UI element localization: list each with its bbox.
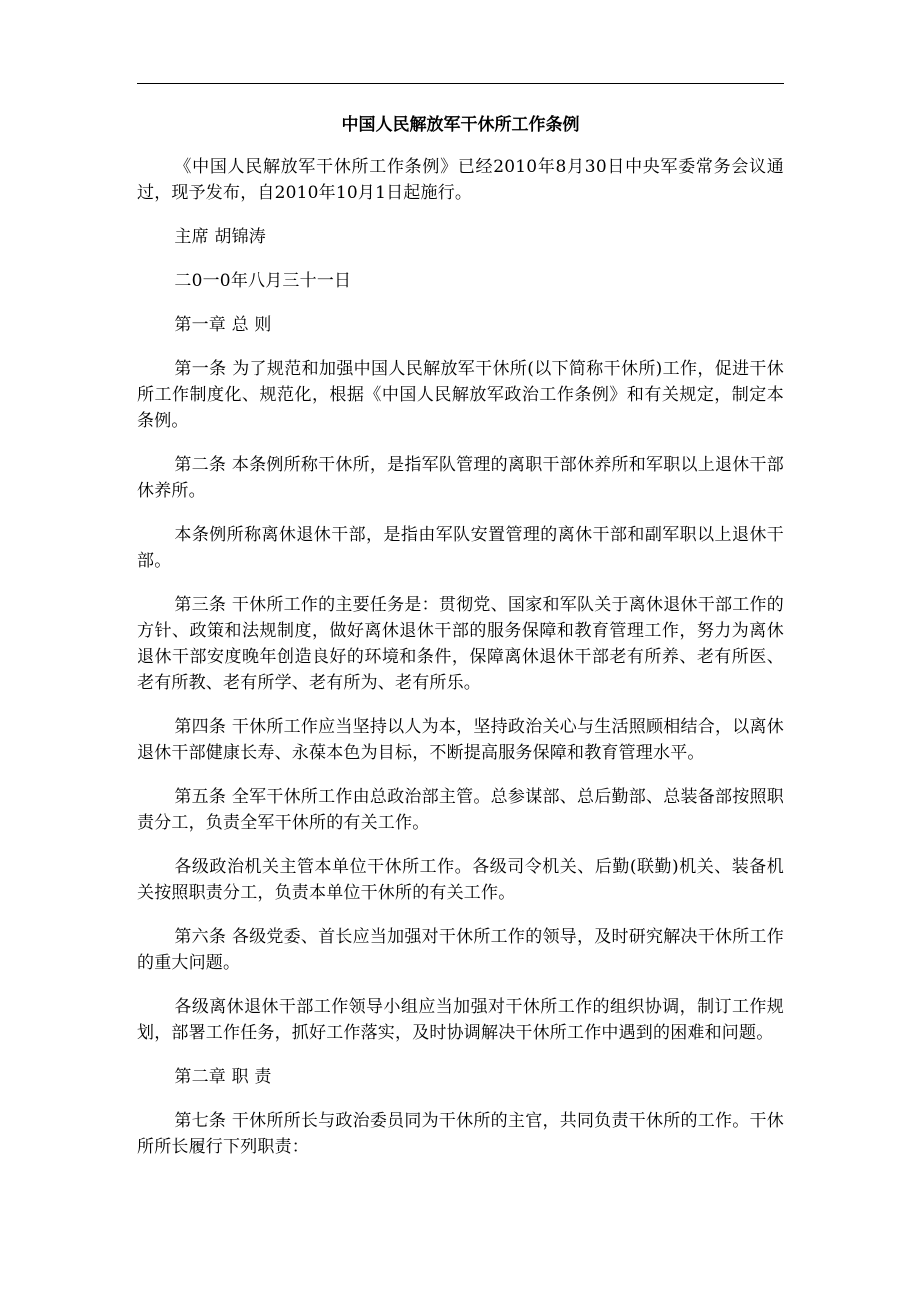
header-rule <box>137 83 784 84</box>
chapter-heading: 第一章 总 则 <box>174 315 272 335</box>
document-title: 中国人民解放军干休所工作条例 <box>341 115 580 135</box>
article-paragraph: 第二条 本条例所称干休所，是指军队管理的离职干部休养所和军职以上退休干部休养所。 <box>137 455 784 501</box>
article-paragraph: 各级离休退休干部工作领导小组应当加强对干休所工作的组织协调，制订工作规划，部署工作任务，抓好工作落实，及时协调解决干休所工作中遇到的困难和问题。 <box>137 997 784 1043</box>
paragraph-promulgation: 《中国人民解放军干休所工作条例》已经2010年8月30日中央军委常务会议通过，现予发布，自2010年10月1日起施行。 <box>137 157 784 203</box>
article-paragraph: 第七条 干休所所长与政治委员同为干休所的主官，共同负责干休所的工作。干休所所长履行下列职责： <box>137 1111 784 1157</box>
article-paragraph: 第六条 各级党委、首长应当加强对干休所工作的领导，及时研究解决干休所工作的重大问题。 <box>137 927 784 973</box>
document-body <box>137 154 784 1178</box>
article-paragraph: 第五条 全军干休所工作由总政治部主管。总参谋部、总后勤部、总装备部按照职责分工，负责全军干休所的有关工作。 <box>137 787 784 833</box>
paragraph-signatory: 主席 胡锦涛 <box>174 227 266 247</box>
article-paragraph: 第一条 为了规范和加强中国人民解放军干休所(以下简称干休所)工作，促进干休所工作制度化、规范化，根据《中国人民解放军政治工作条例》和有关规定，制定本条例。 <box>137 359 784 431</box>
article-paragraph: 本条例所称离休退休干部，是指由军队安置管理的离休干部和副军职以上退休干部。 <box>137 525 784 571</box>
article-paragraph: 各级政治机关主管本单位干休所工作。各级司令机关、后勤(联勤)机关、装备机关按照职责分工，负责本单位干休所的有关工作。 <box>137 857 784 903</box>
article-paragraph: 第四条 干休所工作应当坚持以人为本，坚持政治关心与生活照顾相结合，以离休退休干部健康长寿、永葆本色为目标，不断提高服务保障和教育管理水平。 <box>137 717 784 763</box>
paragraph-date: 二0一0年八月三十一日 <box>174 271 352 291</box>
chapter-heading: 第二章 职 责 <box>174 1067 272 1087</box>
article-paragraph: 第三条 干休所工作的主要任务是：贯彻党、国家和军队关于离休退休干部工作的方针、政策和法规制度，做好离休退休干部的服务保障和教育管理工作，努力为离休退休干部安度晚年创造良好的环境和条件，保障离休退休干部老有所养、老有所医、老有所教、老有所学、老有所为、老有所乐。 <box>137 595 784 693</box>
